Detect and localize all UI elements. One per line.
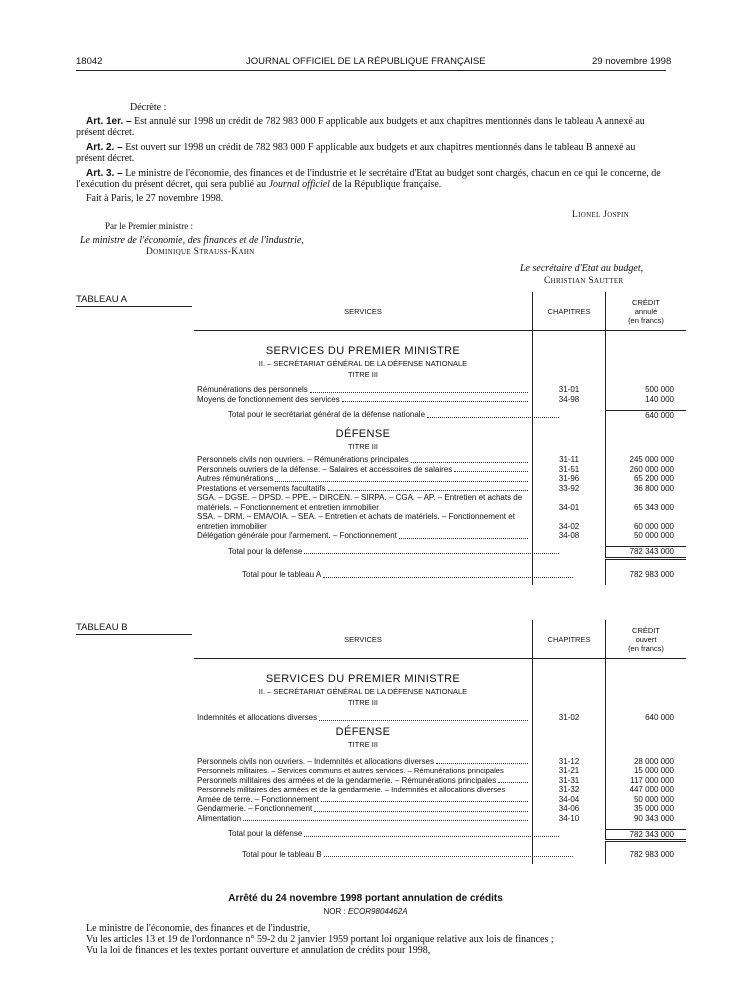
article-1 xyxy=(76,117,666,138)
fait-a-paris: Fait à Paris, le 27 novembre 1998. xyxy=(86,193,224,204)
a-section2-titre: TITRE III xyxy=(348,442,378,451)
subtotal-row xyxy=(194,547,686,559)
row-value: 90 343 000 xyxy=(633,813,674,823)
article-3-label: Art. 3. – xyxy=(86,168,123,179)
row-label: Prestations et versements facultatifs xyxy=(197,483,326,493)
subtotal-value: 782 343 000 xyxy=(606,829,687,841)
row-value: 245 000 000 xyxy=(629,455,674,464)
table-row xyxy=(194,795,686,805)
row-value: 15 000 000 xyxy=(633,766,674,775)
row-value: 447 000 000 xyxy=(629,785,674,794)
row-chapitre: 31-96 xyxy=(533,474,606,484)
subtotal-label: Total pour la défense xyxy=(228,546,303,556)
nor-value: ECOR9804462A xyxy=(347,907,408,916)
secretary-title xyxy=(520,264,643,275)
nor-label: NOR : xyxy=(323,907,346,916)
row-chapitre: 31-01 xyxy=(533,385,606,395)
grand-total-row xyxy=(194,570,686,580)
row-label: Autres rémunérations xyxy=(197,474,274,483)
table-row xyxy=(194,465,686,475)
table-row xyxy=(194,493,686,512)
row-value: 60 000 000 xyxy=(633,521,674,531)
tableau-a xyxy=(194,292,686,585)
row-label: Personnels civils non ouvriers. – Indemnités et allocations diverses xyxy=(197,756,435,766)
row-value: 28 000 000 xyxy=(633,756,674,766)
col-chapitres: CHAPITRES xyxy=(533,620,606,659)
row-chapitre: 31-12 xyxy=(533,757,606,767)
table-row xyxy=(194,757,686,767)
col-services: SERVICES xyxy=(194,292,533,331)
col-credit-line2: ouvert xyxy=(635,634,657,644)
decrete-label: Décrète : xyxy=(130,102,167,113)
table-row xyxy=(194,814,686,824)
a-section1-titre: TITRE III xyxy=(348,370,378,379)
row-chapitre: 31-21 xyxy=(533,766,606,776)
table-row xyxy=(194,395,686,405)
a-section2-title: DÉFENSE xyxy=(335,428,391,440)
signatory-pm: Lionel Jospin xyxy=(572,210,629,220)
col-credit-line1: CRÉDIT xyxy=(632,625,660,635)
row-label: Rémunérations des personnels xyxy=(197,385,308,394)
col-credit-line3: (en francs) xyxy=(628,315,664,325)
row-label: Personnels ouvriers de la défense. – Salaires et accessoires de salaires xyxy=(197,464,453,474)
col-credit xyxy=(606,292,687,331)
article-3-journal: Journal officiel xyxy=(268,178,330,190)
row-chapitre: 34-98 xyxy=(533,395,606,405)
row-label: SSA. – DRM. – EMA/OIA. – SEA. – Entretien et achats de matériels. – Fonctionnement et entretien immobilier xyxy=(197,512,515,531)
row-value: 50 000 000 xyxy=(633,794,674,804)
secretary-title-text: Le secrétaire d'Etat au budget, xyxy=(520,263,644,274)
row-value: 117 000 000 xyxy=(630,775,674,785)
table-row xyxy=(194,474,686,484)
article-2-label: Art. 2. – xyxy=(86,142,123,153)
table-row xyxy=(194,776,686,786)
subtotal-label: Total pour la défense xyxy=(228,829,303,838)
row-chapitre: 34-10 xyxy=(533,814,606,824)
row-chapitre: 31-31 xyxy=(533,776,606,786)
row-chapitre: 31-11 xyxy=(533,455,606,465)
a-section1-sub: II. – SECRÉTARIAT GÉNÉRAL DE LA DÉFENSE NATIONALE xyxy=(258,359,468,368)
table-row xyxy=(194,512,686,531)
row-label: Personnels civils non ouvriers. – Rémunérations principales xyxy=(197,455,409,464)
row-chapitre: 31-51 xyxy=(533,465,606,475)
row-value: 65 343 000 xyxy=(633,502,674,512)
row-label: SGA. – DGSE. – DPSD. – PPE. – DIRCEN. – SIRPA. – CGA. – AP. – Entretien et achats de matériels. – Fonctionnement et entretien immobilier xyxy=(197,493,523,512)
b-section2-titre: TITRE III xyxy=(348,739,378,749)
row-chapitre: 31-32 xyxy=(533,785,606,795)
par-le-premier-ministre: Par le Premier ministre : xyxy=(105,221,193,231)
article-1-text: Est annulé sur 1998 un crédit de 782 983 000 F applicable aux budgets et aux chapitres mentionnés dans le tableau A annexé au présent décret. xyxy=(76,116,645,138)
article-1-label: Art. 1er. – xyxy=(86,116,132,127)
minister-title-text: Le ministre de l'économie, des finances et de l'industrie, xyxy=(80,235,304,246)
secretary-name: Christian Sautter xyxy=(544,276,624,286)
row-chapitre: 34-08 xyxy=(533,531,606,541)
grand-total-value: 782 983 000 xyxy=(629,570,674,579)
grand-total-value: 782 983 000 xyxy=(629,849,674,859)
grand-total-row xyxy=(194,850,686,860)
row-value: 50 000 000 xyxy=(633,531,674,540)
arrete-vu-2: Vu la loi de finances et les textes portant ouverture et annulation de crédits pour 1998, xyxy=(86,945,431,956)
arrete-vu-1: Vu les articles 13 et 19 de l'ordonnance n° 59-2 du 2 janvier 1959 portant loi organique relative aux lois de finances ; xyxy=(86,934,554,945)
row-chapitre: 31-02 xyxy=(533,713,606,723)
col-credit xyxy=(606,620,687,659)
row-value: 65 200 000 xyxy=(633,474,674,483)
row-label: Personnels militaires. – Services communs et autres services. – Rémunérations principales xyxy=(197,766,504,775)
b-section1-titre: TITRE III xyxy=(348,698,378,707)
row-chapitre: 34-01 xyxy=(533,493,606,512)
row-value: 140 000 xyxy=(645,394,674,404)
row-value: 36 800 000 xyxy=(633,483,674,493)
row-label: Personnels militaires des armées et de la gendarmerie. – Rémunérations principales xyxy=(197,775,497,785)
col-services: SERVICES xyxy=(194,620,533,659)
article-2-text: Est ouvert sur 1998 un crédit de 782 983 000 F applicable aux budgets et aux chapitres mentionnés dans le tableau B annexé au présent décret. xyxy=(76,142,636,164)
table-row xyxy=(194,785,686,795)
journal-title: JOURNAL OFFICIEL DE LA RÉPUBLIQUE FRANÇAISE xyxy=(246,56,486,67)
table-row xyxy=(194,766,686,776)
row-label: Moyens de fonctionnement des services xyxy=(197,394,340,404)
table-row xyxy=(194,385,686,395)
row-label: Personnels militaires des armées et de la gendarmerie. – Indemnités et allocations diverses xyxy=(197,785,506,794)
row-chapitre: 34-06 xyxy=(533,804,606,814)
row-label: Alimentation xyxy=(197,813,242,823)
col-chapitres: CHAPITRES xyxy=(533,292,606,331)
subtotal-value: 782 343 000 xyxy=(606,547,687,559)
subtotal-row xyxy=(194,410,686,420)
b-section1-title: SERVICES DU PREMIER MINISTRE xyxy=(265,673,461,685)
row-chapitre: 33-92 xyxy=(533,484,606,494)
row-chapitre: 34-02 xyxy=(533,512,606,531)
a-section1-title: SERVICES DU PREMIER MINISTRE xyxy=(265,345,461,357)
col-credit-line3: (en francs) xyxy=(628,643,664,653)
row-chapitre: 34-04 xyxy=(533,795,606,805)
row-label: Indemnités et allocations diverses xyxy=(197,713,318,722)
article-2 xyxy=(76,143,666,164)
header-date: 29 novembre 1998 xyxy=(592,56,672,67)
subtotal-value: 640 000 xyxy=(606,410,687,420)
arrete-nor xyxy=(0,907,731,916)
row-value: 35 000 000 xyxy=(633,804,674,813)
row-label: Armée de terre. – Fonctionnement xyxy=(197,794,319,804)
table-row xyxy=(194,804,686,814)
table-row xyxy=(194,531,686,541)
article-3 xyxy=(76,169,666,190)
header-rule xyxy=(76,70,666,71)
col-credit-line2: annulé xyxy=(634,306,658,316)
b-section1-sub: II. – SECRÉTARIAT GÉNÉRAL DE LA DÉFENSE NATIONALE xyxy=(258,687,468,696)
grand-total-label: Total pour le tableau B xyxy=(242,849,322,859)
subtotal-row xyxy=(194,829,686,841)
col-credit-line1: CRÉDIT xyxy=(632,297,660,307)
article-3-text-2: de la République française. xyxy=(329,178,442,190)
article-3-text-1: Le ministre de l'économie, des finances et de l'industrie et le secrétaire d'Etat au budget sont chargés, chacun en ce qui le concerne, de l'exécution du présent décret, qui sera publié au xyxy=(76,168,661,190)
minister-name: Dominique Strauss-Kahn xyxy=(146,247,255,257)
row-value: 640 000 xyxy=(645,713,674,722)
b-section2-title: DÉFENSE xyxy=(335,725,391,738)
subtotal-label: Total pour le secrétariat général de la défense nationale xyxy=(228,410,426,419)
table-row xyxy=(194,455,686,465)
row-value: 500 000 xyxy=(645,385,674,394)
minister-title xyxy=(80,236,304,247)
tableau-a-label: TABLEAU A xyxy=(76,294,192,307)
row-label: Gendarmerie. – Fonctionnement xyxy=(197,804,313,813)
table-row xyxy=(194,713,686,723)
tableau-b xyxy=(194,620,686,864)
tableau-b-label: TABLEAU B xyxy=(76,622,192,635)
page-number: 18042 xyxy=(76,56,103,67)
arrete-intro: Le ministre de l'économie, des finances et de l'industrie, xyxy=(86,923,311,934)
arrete-title: Arrêté du 24 novembre 1998 portant annulation de crédits xyxy=(228,893,503,904)
row-label: Délégation générale pour l'armement. – Fonctionnement xyxy=(197,531,397,540)
table-row xyxy=(194,484,686,494)
grand-total-label: Total pour le tableau A xyxy=(242,570,322,579)
row-value: 260 000 000 xyxy=(629,464,674,474)
